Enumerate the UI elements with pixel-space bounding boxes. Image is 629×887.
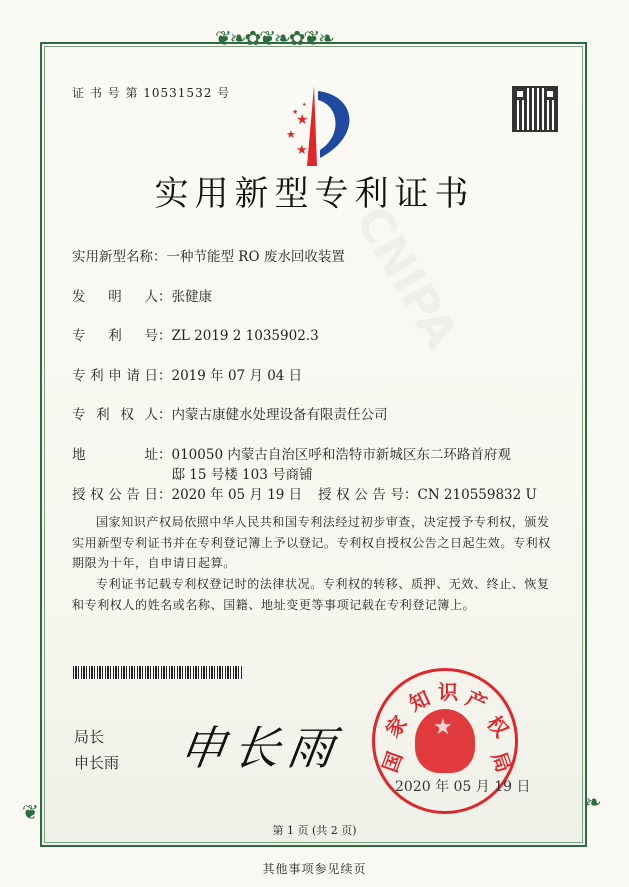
field-patent-number: 专利号：ZL 2019 2 1035902.3 [72, 328, 319, 344]
signatory-name: 申长雨 [74, 754, 120, 772]
barcode [73, 666, 243, 679]
paragraph-grant-statement: 国家知识产权局依照中华人民共和国专利法经过初步审查，决定授予专利权，颁发实用新型专利证书并在专利登记簿上予以登记。专利权自授权公告之日起生效。专利权期限为十年，自申请日起算。 [72, 515, 551, 570]
cnipa-logo [262, 86, 362, 166]
field-inventor: 发明人：张健康 [72, 289, 212, 305]
svg-text:★: ★ [296, 112, 309, 128]
svg-text:★: ★ [286, 128, 296, 141]
svg-text:★: ★ [302, 102, 307, 108]
field-patentee: 专利权人：内蒙古康健水处理设备有限责任公司 [72, 407, 388, 423]
certificate-number: 证 书 号 第 10531532 号 [72, 86, 231, 100]
certificate-title: 实用新型专利证书 [154, 174, 475, 214]
paragraph-legal-status: 专利证书记载专利权登记时的法律状况。专利权的转移、质押、无效、终止、恢复和专利权人的姓名或名称、国籍、地址变更等事项记载在专利登记簿上。 [72, 577, 550, 612]
field-grant-date: 授权公告日：2020 年 05 月 19 日 [72, 487, 303, 503]
field-address: 地址：010050 内蒙古自治区呼和浩特市新城区东二环路首府观 邸 15 号楼 103 号商铺 [72, 447, 511, 483]
national-emblem-icon: ★ [415, 709, 475, 773]
seal-date: 2020 年 05 月 19 日 [395, 779, 531, 795]
official-seal: 国 家 知 识 产 权 局 ★ [372, 668, 518, 814]
page-number: 第 1 页 (共 2 页) [272, 824, 357, 837]
field-application-date: 专利申请日：2019 年 07 月 04 日 [72, 368, 303, 384]
top-ornament: ❦❧✿❦❧✿❦❧ [215, 26, 334, 50]
bottom-right-ornament: ❧ [585, 790, 600, 814]
signatory-title: 局长 [74, 728, 105, 746]
field-utility-model-name: 实用新型名称：一种节能型 RO 废水回收装置 [72, 249, 345, 265]
qr-code[interactable] [512, 86, 558, 132]
svg-text:★: ★ [296, 143, 308, 158]
svg-text:★: ★ [292, 108, 299, 116]
field-grant-number: 授权公告号：CN 210559832 U [318, 487, 537, 503]
handwritten-signature: 申长雨 [175, 721, 346, 775]
bottom-left-ornament: ❦ [22, 800, 37, 824]
footer-note: 其他事项参见续页 [262, 862, 367, 876]
